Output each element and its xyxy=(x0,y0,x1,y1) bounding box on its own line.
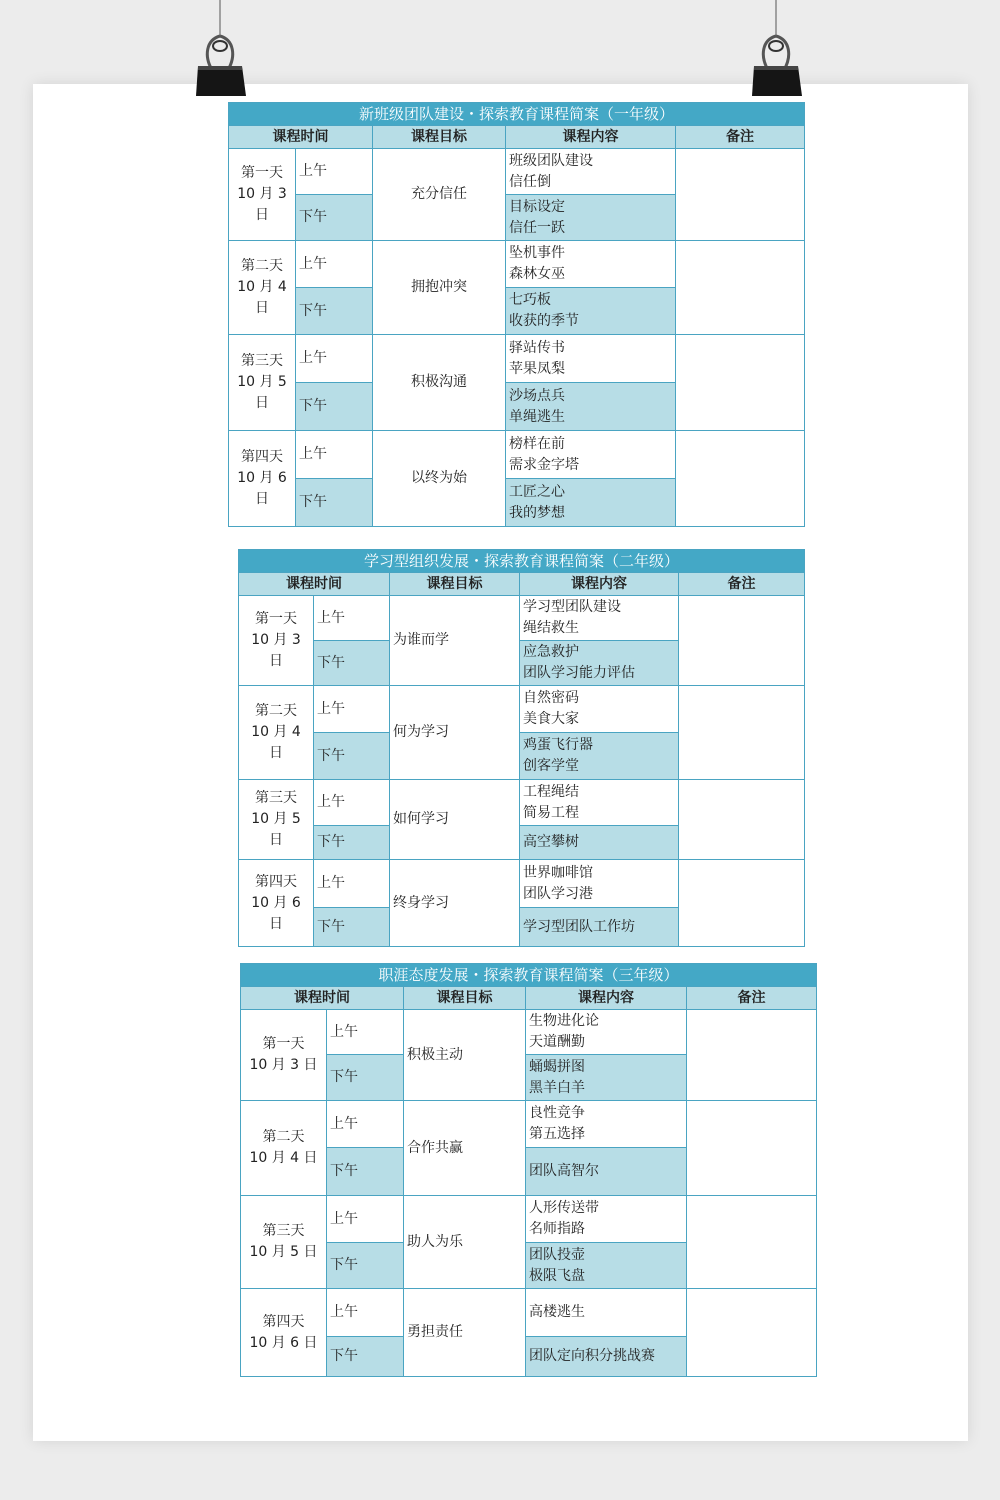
content-pm: 学习型团队工作坊 xyxy=(520,908,679,947)
table-row xyxy=(229,241,805,288)
notes-cell xyxy=(676,431,805,527)
header-time: 课程时间 xyxy=(239,573,390,596)
table-row xyxy=(241,1196,817,1243)
content-am: 坠机事件 森林女巫 xyxy=(506,241,676,288)
notes-cell xyxy=(679,596,805,686)
am-label: 上午 xyxy=(327,1196,404,1243)
header-notes: 备注 xyxy=(679,573,805,596)
table-title: 学习型组织发展・探索教育课程简案（二年级） xyxy=(239,550,805,573)
table-row xyxy=(239,780,805,826)
header-goal: 课程目标 xyxy=(373,126,506,149)
header-content: 课程内容 xyxy=(506,126,676,149)
am-label: 上午 xyxy=(314,860,390,908)
course-table xyxy=(240,963,817,1377)
binder-clip-icon xyxy=(748,0,804,100)
pm-label: 下午 xyxy=(327,1243,404,1289)
notes-cell xyxy=(687,1010,817,1101)
header-notes: 备注 xyxy=(676,126,805,149)
header-goal: 课程目标 xyxy=(404,987,526,1010)
table-row xyxy=(229,149,805,195)
am-label: 上午 xyxy=(314,780,390,826)
table-row xyxy=(229,335,805,383)
goal-cell: 勇担责任 xyxy=(404,1289,526,1377)
table-title: 新班级团队建设・探索教育课程简案（一年级） xyxy=(229,103,805,126)
course-table xyxy=(228,102,805,527)
header-time: 课程时间 xyxy=(229,126,373,149)
content-pm: 团队高智尔 xyxy=(526,1148,687,1196)
table-row xyxy=(241,1101,817,1148)
pm-label: 下午 xyxy=(327,1055,404,1101)
day-cell: 第二天 10 月 4 日 xyxy=(241,1101,327,1196)
content-pm: 沙场点兵 单绳逃生 xyxy=(506,383,676,431)
goal-cell: 积极沟通 xyxy=(373,335,506,431)
notes-cell xyxy=(676,241,805,335)
content-pm: 应急救护 团队学习能力评估 xyxy=(520,641,679,686)
goal-cell: 为谁而学 xyxy=(390,596,520,686)
goal-cell: 充分信任 xyxy=(373,149,506,241)
content-pm: 高空攀树 xyxy=(520,826,679,860)
day-cell: 第四天 10 月 6 日 xyxy=(229,431,296,527)
content-am: 生物进化论 天道酬勤 xyxy=(526,1010,687,1055)
pm-label: 下午 xyxy=(314,908,390,947)
header-content: 课程内容 xyxy=(526,987,687,1010)
content-am: 学习型团队建设 绳结救生 xyxy=(520,596,679,641)
content-pm: 蛹蝎拼图 黑羊白羊 xyxy=(526,1055,687,1101)
am-label: 上午 xyxy=(296,335,373,383)
day-cell: 第二天 10 月 4 日 xyxy=(229,241,296,335)
day-cell: 第四天 10 月 6 日 xyxy=(239,860,314,947)
goal-cell: 助人为乐 xyxy=(404,1196,526,1289)
notes-cell xyxy=(676,335,805,431)
goal-cell: 如何学习 xyxy=(390,780,520,860)
am-label: 上午 xyxy=(296,241,373,288)
header-content: 课程内容 xyxy=(520,573,679,596)
pm-label: 下午 xyxy=(296,383,373,431)
am-label: 上午 xyxy=(314,596,390,641)
goal-cell: 积极主动 xyxy=(404,1010,526,1101)
goal-cell: 终身学习 xyxy=(390,860,520,947)
notes-cell xyxy=(676,149,805,241)
content-pm: 七巧板 收获的季节 xyxy=(506,288,676,335)
table-row xyxy=(239,860,805,908)
content-am: 工程绳结 简易工程 xyxy=(520,780,679,826)
table-row xyxy=(239,596,805,641)
am-label: 上午 xyxy=(296,149,373,195)
table-row xyxy=(229,431,805,479)
goal-cell: 何为学习 xyxy=(390,686,520,780)
content-pm: 鸡蛋飞行器 创客学堂 xyxy=(520,733,679,780)
content-pm: 目标设定 信任一跃 xyxy=(506,195,676,241)
day-cell: 第三天 10 月 5 日 xyxy=(241,1196,327,1289)
content-pm: 团队投壶 极限飞盘 xyxy=(526,1243,687,1289)
am-label: 上午 xyxy=(327,1010,404,1055)
content-am: 班级团队建设 信任倒 xyxy=(506,149,676,195)
notes-cell xyxy=(687,1196,817,1289)
day-cell: 第一天 10 月 3 日 xyxy=(239,596,314,686)
day-cell: 第三天 10 月 5 日 xyxy=(229,335,296,431)
day-cell: 第三天 10 月 5 日 xyxy=(239,780,314,860)
goal-cell: 拥抱冲突 xyxy=(373,241,506,335)
pm-label: 下午 xyxy=(314,733,390,780)
goal-cell: 以终为始 xyxy=(373,431,506,527)
pm-label: 下午 xyxy=(327,1148,404,1196)
table-row xyxy=(241,1289,817,1337)
content-am: 良性竞争 第五选择 xyxy=(526,1101,687,1148)
pm-label: 下午 xyxy=(296,195,373,241)
binder-clip-icon xyxy=(196,0,252,100)
notes-cell xyxy=(687,1101,817,1196)
content-am: 高楼逃生 xyxy=(526,1289,687,1337)
header-goal: 课程目标 xyxy=(390,573,520,596)
day-cell: 第一天 10 月 3 日 xyxy=(241,1010,327,1101)
am-label: 上午 xyxy=(327,1289,404,1337)
am-label: 上午 xyxy=(314,686,390,733)
pm-label: 下午 xyxy=(314,826,390,860)
content-am: 驿站传书 苹果凤梨 xyxy=(506,335,676,383)
am-label: 上午 xyxy=(327,1101,404,1148)
pm-label: 下午 xyxy=(296,288,373,335)
pm-label: 下午 xyxy=(314,641,390,686)
day-cell: 第一天 10 月 3 日 xyxy=(229,149,296,241)
content-am: 世界咖啡馆 团队学习港 xyxy=(520,860,679,908)
header-notes: 备注 xyxy=(687,987,817,1010)
pm-label: 下午 xyxy=(296,479,373,527)
table-title: 职涯态度发展・探索教育课程简案（三年级） xyxy=(241,964,817,987)
table-row xyxy=(239,686,805,733)
pm-label: 下午 xyxy=(327,1337,404,1377)
header-time: 课程时间 xyxy=(241,987,404,1010)
content-am: 榜样在前 需求金字塔 xyxy=(506,431,676,479)
content-pm: 工匠之心 我的梦想 xyxy=(506,479,676,527)
notes-cell xyxy=(679,686,805,780)
table-row xyxy=(241,1010,817,1055)
notes-cell xyxy=(679,860,805,947)
course-table xyxy=(238,549,805,947)
notes-cell xyxy=(687,1289,817,1377)
content-am: 自然密码 美食大家 xyxy=(520,686,679,733)
day-cell: 第二天 10 月 4 日 xyxy=(239,686,314,780)
notes-cell xyxy=(679,780,805,860)
content-pm: 团队定向积分挑战赛 xyxy=(526,1337,687,1377)
day-cell: 第四天 10 月 6 日 xyxy=(241,1289,327,1377)
goal-cell: 合作共赢 xyxy=(404,1101,526,1196)
content-am: 人形传送带 名师指路 xyxy=(526,1196,687,1243)
am-label: 上午 xyxy=(296,431,373,479)
